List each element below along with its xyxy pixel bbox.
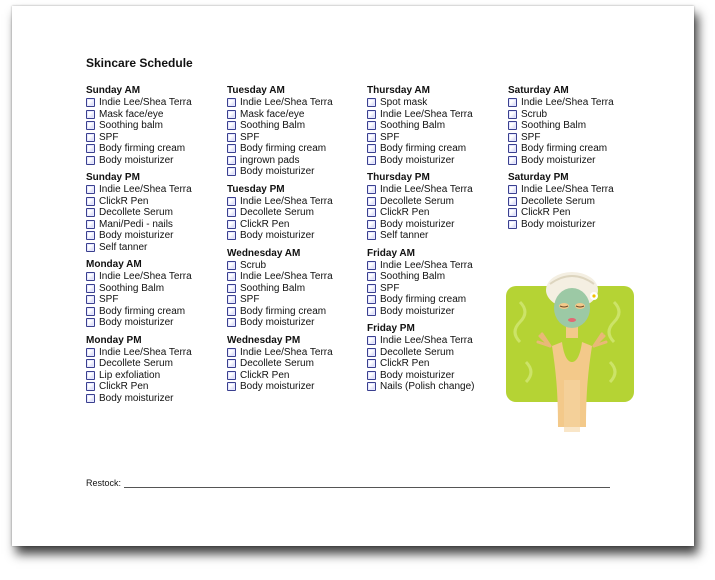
task-item <box>367 271 505 283</box>
task-label: SPF <box>521 131 541 143</box>
checkbox[interactable] <box>367 220 376 229</box>
task-item <box>367 347 505 359</box>
task-label: Soothing Balm <box>380 271 446 282</box>
checkbox[interactable] <box>227 98 236 107</box>
checkbox[interactable] <box>227 197 236 206</box>
checkbox[interactable] <box>508 121 517 130</box>
checkbox[interactable] <box>86 295 95 304</box>
task-item <box>86 358 224 370</box>
task-item <box>86 120 224 132</box>
day-section <box>367 172 505 242</box>
task-item <box>227 196 365 208</box>
task-item <box>367 370 505 382</box>
checkbox[interactable] <box>86 185 95 194</box>
checkbox[interactable] <box>86 156 95 165</box>
task-label: SPF <box>240 131 260 143</box>
task-label: ClickR Pen <box>380 358 430 369</box>
task-item <box>367 120 505 132</box>
checkbox[interactable] <box>367 307 376 316</box>
task-item <box>367 143 505 155</box>
checkbox[interactable] <box>508 98 517 107</box>
spa-illustration <box>506 262 636 437</box>
checkbox[interactable] <box>86 394 95 403</box>
day-heading: Wednesday PM <box>227 334 301 346</box>
task-label: Decollete Serum <box>99 358 173 369</box>
checkbox[interactable] <box>86 359 95 368</box>
checkbox[interactable] <box>227 272 236 281</box>
task-label: Soothing Balm <box>380 120 446 131</box>
checkbox[interactable] <box>367 284 376 293</box>
task-item <box>367 207 505 219</box>
checkbox[interactable] <box>86 110 95 119</box>
task-item <box>367 132 505 144</box>
task-label: Indie Lee/Shea Terra <box>380 335 473 346</box>
checkbox[interactable] <box>86 371 95 380</box>
checkbox[interactable] <box>367 371 376 380</box>
checkbox[interactable] <box>227 167 236 176</box>
task-label: ClickR Pen <box>240 218 290 230</box>
checkbox[interactable] <box>508 133 517 142</box>
day-section <box>227 248 365 329</box>
task-item <box>367 230 505 242</box>
checkbox[interactable] <box>367 359 376 368</box>
task-item <box>367 294 505 306</box>
task-item <box>367 196 505 208</box>
day-section <box>367 85 505 166</box>
checkbox[interactable] <box>367 133 376 142</box>
task-item <box>367 306 505 318</box>
day-heading: Monday PM <box>86 334 142 346</box>
task-label: Decollete Serum <box>380 346 454 358</box>
checkbox[interactable] <box>508 110 517 119</box>
task-label: Scrub <box>240 259 267 271</box>
task-item <box>86 393 224 405</box>
task-label: ClickR Pen <box>99 195 149 207</box>
task-item <box>86 207 224 219</box>
checkbox[interactable] <box>86 231 95 240</box>
task-label: Indie Lee/Shea Terra <box>240 195 333 207</box>
task-label: Body firming cream <box>240 305 327 317</box>
task-label: Body moisturizer <box>380 369 455 381</box>
task-label: Decollete Serum <box>240 358 314 369</box>
checkbox[interactable] <box>227 208 236 217</box>
checkbox[interactable] <box>367 231 376 240</box>
task-label: Mask face/eye <box>99 108 164 120</box>
restock-line <box>86 478 610 488</box>
task-item <box>86 283 224 295</box>
task-item <box>227 97 365 109</box>
task-item <box>367 219 505 231</box>
task-label: Decollete Serum <box>380 195 454 207</box>
task-item <box>86 184 224 196</box>
task-item <box>367 97 505 109</box>
task-label: Indie Lee/Shea Terra <box>99 184 192 195</box>
task-label: Indie Lee/Shea Terra <box>380 259 473 271</box>
task-label: Body moisturizer <box>240 381 315 392</box>
day-heading: Saturday AM <box>508 85 569 96</box>
task-label: ClickR Pen <box>521 207 571 218</box>
task-label: Indie Lee/Shea Terra <box>380 184 473 195</box>
day-column <box>367 85 505 399</box>
checkbox[interactable] <box>86 208 95 217</box>
day-heading: Saturday PM <box>508 172 569 183</box>
day-section <box>227 335 365 393</box>
checkbox[interactable] <box>367 272 376 281</box>
checkbox[interactable] <box>227 359 236 368</box>
task-label: Body moisturizer <box>240 317 315 328</box>
task-label: Mani/Pedi - nails <box>99 218 173 230</box>
task-label: Body firming cream <box>380 294 467 305</box>
restock-input-line[interactable] <box>124 479 610 488</box>
task-label: ClickR Pen <box>99 381 149 392</box>
task-item <box>367 358 505 370</box>
checkbox[interactable] <box>86 144 95 153</box>
task-label: Indie Lee/Shea Terra <box>521 97 614 108</box>
task-item <box>227 317 365 329</box>
task-item <box>227 381 365 393</box>
task-item <box>86 381 224 393</box>
task-label: SPF <box>240 294 260 305</box>
task-label: Body moisturizer <box>240 166 315 177</box>
day-heading: Thursday AM <box>367 85 430 96</box>
task-item <box>508 132 646 144</box>
task-label: ClickR Pen <box>240 369 290 381</box>
day-heading: Sunday PM <box>86 172 140 183</box>
checkbox[interactable] <box>227 110 236 119</box>
task-item <box>86 271 224 283</box>
task-label: Indie Lee/Shea Terra <box>380 108 473 120</box>
task-item <box>227 358 365 370</box>
task-label: Indie Lee/Shea Terra <box>521 184 614 195</box>
task-item <box>86 230 224 242</box>
task-item <box>508 109 646 121</box>
day-heading: Monday AM <box>86 259 142 270</box>
task-item <box>86 97 224 109</box>
task-item <box>508 196 646 208</box>
checkbox[interactable] <box>86 243 95 252</box>
checkbox[interactable] <box>227 382 236 391</box>
checkbox[interactable] <box>367 336 376 345</box>
task-item <box>367 335 505 347</box>
task-label: Soothing Balm <box>99 282 165 294</box>
day-section <box>227 85 365 178</box>
task-label: Mask face/eye <box>240 108 305 120</box>
task-item <box>86 317 224 329</box>
task-item <box>508 143 646 155</box>
restock-label: Restock: <box>86 478 122 488</box>
day-column <box>508 85 646 236</box>
task-label: Soothing Balm <box>240 282 306 294</box>
checkbox[interactable] <box>508 156 517 165</box>
task-label: Spot mask <box>380 97 428 108</box>
task-label: Indie Lee/Shea Terra <box>99 346 192 358</box>
task-item <box>227 230 365 242</box>
task-label: Body moisturizer <box>521 218 596 230</box>
task-label: Body firming cream <box>99 305 186 317</box>
task-item <box>227 306 365 318</box>
checkbox[interactable] <box>367 185 376 194</box>
checkbox[interactable] <box>227 231 236 240</box>
task-item <box>86 294 224 306</box>
checkbox[interactable] <box>508 185 517 194</box>
task-item <box>227 370 365 382</box>
checkbox[interactable] <box>367 144 376 153</box>
checkbox[interactable] <box>367 348 376 357</box>
day-heading: Sunday AM <box>86 85 141 96</box>
checkbox[interactable] <box>227 261 236 270</box>
checkbox[interactable] <box>367 197 376 206</box>
task-item <box>86 132 224 144</box>
day-heading: Tuesday PM <box>227 183 285 195</box>
day-section <box>227 184 365 242</box>
task-item <box>227 219 365 231</box>
task-label: Body moisturizer <box>380 218 455 230</box>
task-item <box>227 207 365 219</box>
task-label: SPF <box>99 294 119 305</box>
task-label: Body moisturizer <box>380 154 455 166</box>
task-label: Decollete Serum <box>521 195 595 207</box>
checkbox[interactable] <box>367 261 376 270</box>
checkbox[interactable] <box>86 382 95 391</box>
task-label: Nails (Polish change) <box>380 381 475 392</box>
task-label: Body firming cream <box>380 143 467 154</box>
day-section <box>86 335 224 405</box>
checkbox[interactable] <box>227 348 236 357</box>
checkbox[interactable] <box>367 208 376 217</box>
checkbox[interactable] <box>367 156 376 165</box>
task-item <box>86 347 224 359</box>
task-item <box>86 109 224 121</box>
task-item <box>227 260 365 272</box>
task-item <box>367 155 505 167</box>
task-item <box>227 347 365 359</box>
task-label: Soothing Balm <box>521 120 587 131</box>
task-label: Body moisturizer <box>99 230 174 241</box>
day-section <box>86 172 224 253</box>
task-item <box>508 120 646 132</box>
day-heading: Wednesday AM <box>227 247 301 259</box>
task-label: Indie Lee/Shea Terra <box>99 271 192 282</box>
task-item <box>367 381 505 393</box>
day-section <box>367 323 505 393</box>
task-label: SPF <box>380 282 400 294</box>
task-label: Indie Lee/Shea Terra <box>240 97 333 108</box>
task-item <box>227 155 365 167</box>
checkbox[interactable] <box>367 295 376 304</box>
task-label: Body moisturizer <box>240 230 315 241</box>
checkbox[interactable] <box>227 318 236 327</box>
checkbox[interactable] <box>86 133 95 142</box>
checkbox[interactable] <box>367 98 376 107</box>
task-label: Indie Lee/Shea Terra <box>99 97 192 108</box>
checkbox[interactable] <box>86 98 95 107</box>
day-section <box>508 172 646 230</box>
task-label: Decollete Serum <box>240 207 314 218</box>
day-section <box>367 248 505 318</box>
day-section <box>86 85 224 166</box>
task-item <box>227 294 365 306</box>
task-item <box>86 306 224 318</box>
task-item <box>227 143 365 155</box>
checkbox[interactable] <box>227 220 236 229</box>
day-column <box>86 85 224 410</box>
checkbox[interactable] <box>227 144 236 153</box>
task-item <box>367 184 505 196</box>
checkbox[interactable] <box>86 272 95 281</box>
task-item <box>227 166 365 178</box>
checkbox[interactable] <box>227 121 236 130</box>
day-section <box>86 259 224 329</box>
checkbox[interactable] <box>86 307 95 316</box>
checkbox[interactable] <box>508 144 517 153</box>
task-label: Body moisturizer <box>99 317 174 328</box>
checkbox[interactable] <box>86 220 95 229</box>
checkbox[interactable] <box>86 318 95 327</box>
task-label: Body moisturizer <box>99 154 174 166</box>
checkbox[interactable] <box>227 307 236 316</box>
task-label: Soothing balm <box>99 120 163 131</box>
task-label: Body moisturizer <box>99 392 174 404</box>
task-item <box>367 283 505 295</box>
task-item <box>86 370 224 382</box>
checkbox[interactable] <box>227 156 236 165</box>
task-item <box>86 242 224 254</box>
task-label: ingrown pads <box>240 154 300 166</box>
task-label: Indie Lee/Shea Terra <box>240 346 333 358</box>
checkbox[interactable] <box>86 197 95 206</box>
task-label: Self tanner <box>380 230 429 241</box>
task-item <box>508 97 646 109</box>
task-label: Body firming cream <box>521 143 608 154</box>
task-label: Indie Lee/Shea Terra <box>240 271 333 282</box>
checkbox[interactable] <box>86 121 95 130</box>
task-item <box>367 260 505 272</box>
task-item <box>86 196 224 208</box>
checkbox[interactable] <box>86 348 95 357</box>
task-item <box>227 120 365 132</box>
checkbox[interactable] <box>227 284 236 293</box>
task-item <box>508 207 646 219</box>
checkbox[interactable] <box>227 371 236 380</box>
task-item <box>508 184 646 196</box>
task-label: Lip exfoliation <box>99 369 161 381</box>
checkbox[interactable] <box>367 110 376 119</box>
checkbox[interactable] <box>367 382 376 391</box>
task-label: Body firming cream <box>240 143 327 154</box>
task-label: Scrub <box>521 108 548 120</box>
checkbox[interactable] <box>86 284 95 293</box>
checkbox[interactable] <box>508 220 517 229</box>
task-label: Body moisturizer <box>521 154 596 166</box>
task-item <box>227 283 365 295</box>
task-item <box>227 271 365 283</box>
checkbox[interactable] <box>227 295 236 304</box>
task-label: Body moisturizer <box>380 305 455 317</box>
task-item <box>86 219 224 231</box>
task-item <box>86 143 224 155</box>
task-label: SPF <box>380 131 400 143</box>
spa-woman-icon <box>506 262 636 437</box>
page-title: Skincare Schedule <box>86 56 193 70</box>
day-heading: Thursday PM <box>367 172 430 183</box>
task-item <box>227 109 365 121</box>
day-heading: Friday PM <box>367 323 415 334</box>
task-item <box>227 132 365 144</box>
day-heading: Friday AM <box>367 247 415 259</box>
task-item <box>367 109 505 121</box>
task-label: Decollete Serum <box>99 207 173 218</box>
checkbox[interactable] <box>227 133 236 142</box>
day-column <box>227 85 365 399</box>
checkbox[interactable] <box>508 208 517 217</box>
checkbox[interactable] <box>367 121 376 130</box>
task-label: Self tanner <box>99 241 148 253</box>
task-item <box>508 219 646 231</box>
schedule-page <box>12 6 694 546</box>
task-label: SPF <box>99 131 119 143</box>
task-label: Soothing Balm <box>240 120 306 131</box>
day-heading: Tuesday AM <box>227 85 285 96</box>
day-section <box>508 85 646 166</box>
task-label: ClickR Pen <box>380 207 430 218</box>
checkbox[interactable] <box>508 197 517 206</box>
task-item <box>508 155 646 167</box>
task-item <box>86 155 224 167</box>
task-label: Body firming cream <box>99 143 186 154</box>
